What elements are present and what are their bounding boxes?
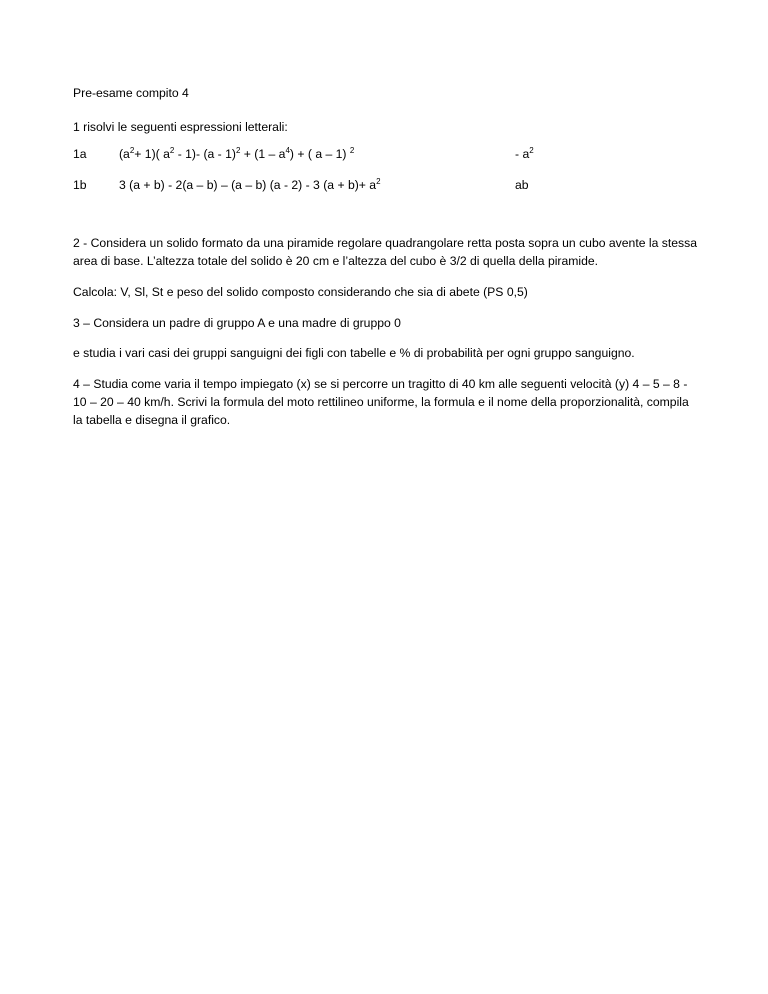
question-4-text: 4 – Studia come varia il tempo impiegato (x) se si percorre un tragitto di 40 km alle seguenti velocità (y) 4 – 5 – 8 - 10 – 20 – 40 km/h. Scrivi la formula del moto rettilineo uniforme, la formula e il nome della proporzionalità, compila la tabella e disegna il grafico.: [73, 377, 689, 427]
question-1-intro: 1 risolvi le seguenti espressioni letterali:: [73, 120, 288, 134]
expression-row-1a: [73, 147, 633, 163]
expression-result: ab: [515, 178, 529, 192]
expression-number: 1b: [73, 178, 87, 192]
question-2-text: 2 - Considera un solido formato da una piramide regolare quadrangolare retta posta sopra un cubo avente la stessa area di base. L’altezza totale del solido è 20 cm e l’altezza del cubo è 3/2 di quella della piramide.: [73, 236, 697, 268]
document-title: Pre-esame compito 4: [73, 86, 189, 100]
question-2-task: Calcola: V, Sl, St e peso del solido composto considerando che sia di abete (PS 0,5): [73, 285, 528, 299]
question-3-text: 3 – Considera un padre di gruppo A e una madre di gruppo 0: [73, 316, 401, 330]
expression-body: $(a^2+ 1)$( $a^2 - 1)-$ $(a - 1)^2 + (1 - a^4)$ + ( a – 1) $^2$: [119, 146, 355, 161]
expression-body: 3 (a + b) - 2(a – b) – (a – b) (a - 2) - 3 $(a + b)+ a^2$: [119, 177, 381, 192]
expression-row-1b: [73, 178, 633, 194]
expression-result: - $a^2$: [515, 146, 534, 161]
expression-number: 1a: [73, 147, 87, 161]
question-3-task: e studia i vari casi dei gruppi sanguigni dei figli con tabelle e % di probabilità per ogni gruppo sanguigno.: [73, 346, 635, 360]
